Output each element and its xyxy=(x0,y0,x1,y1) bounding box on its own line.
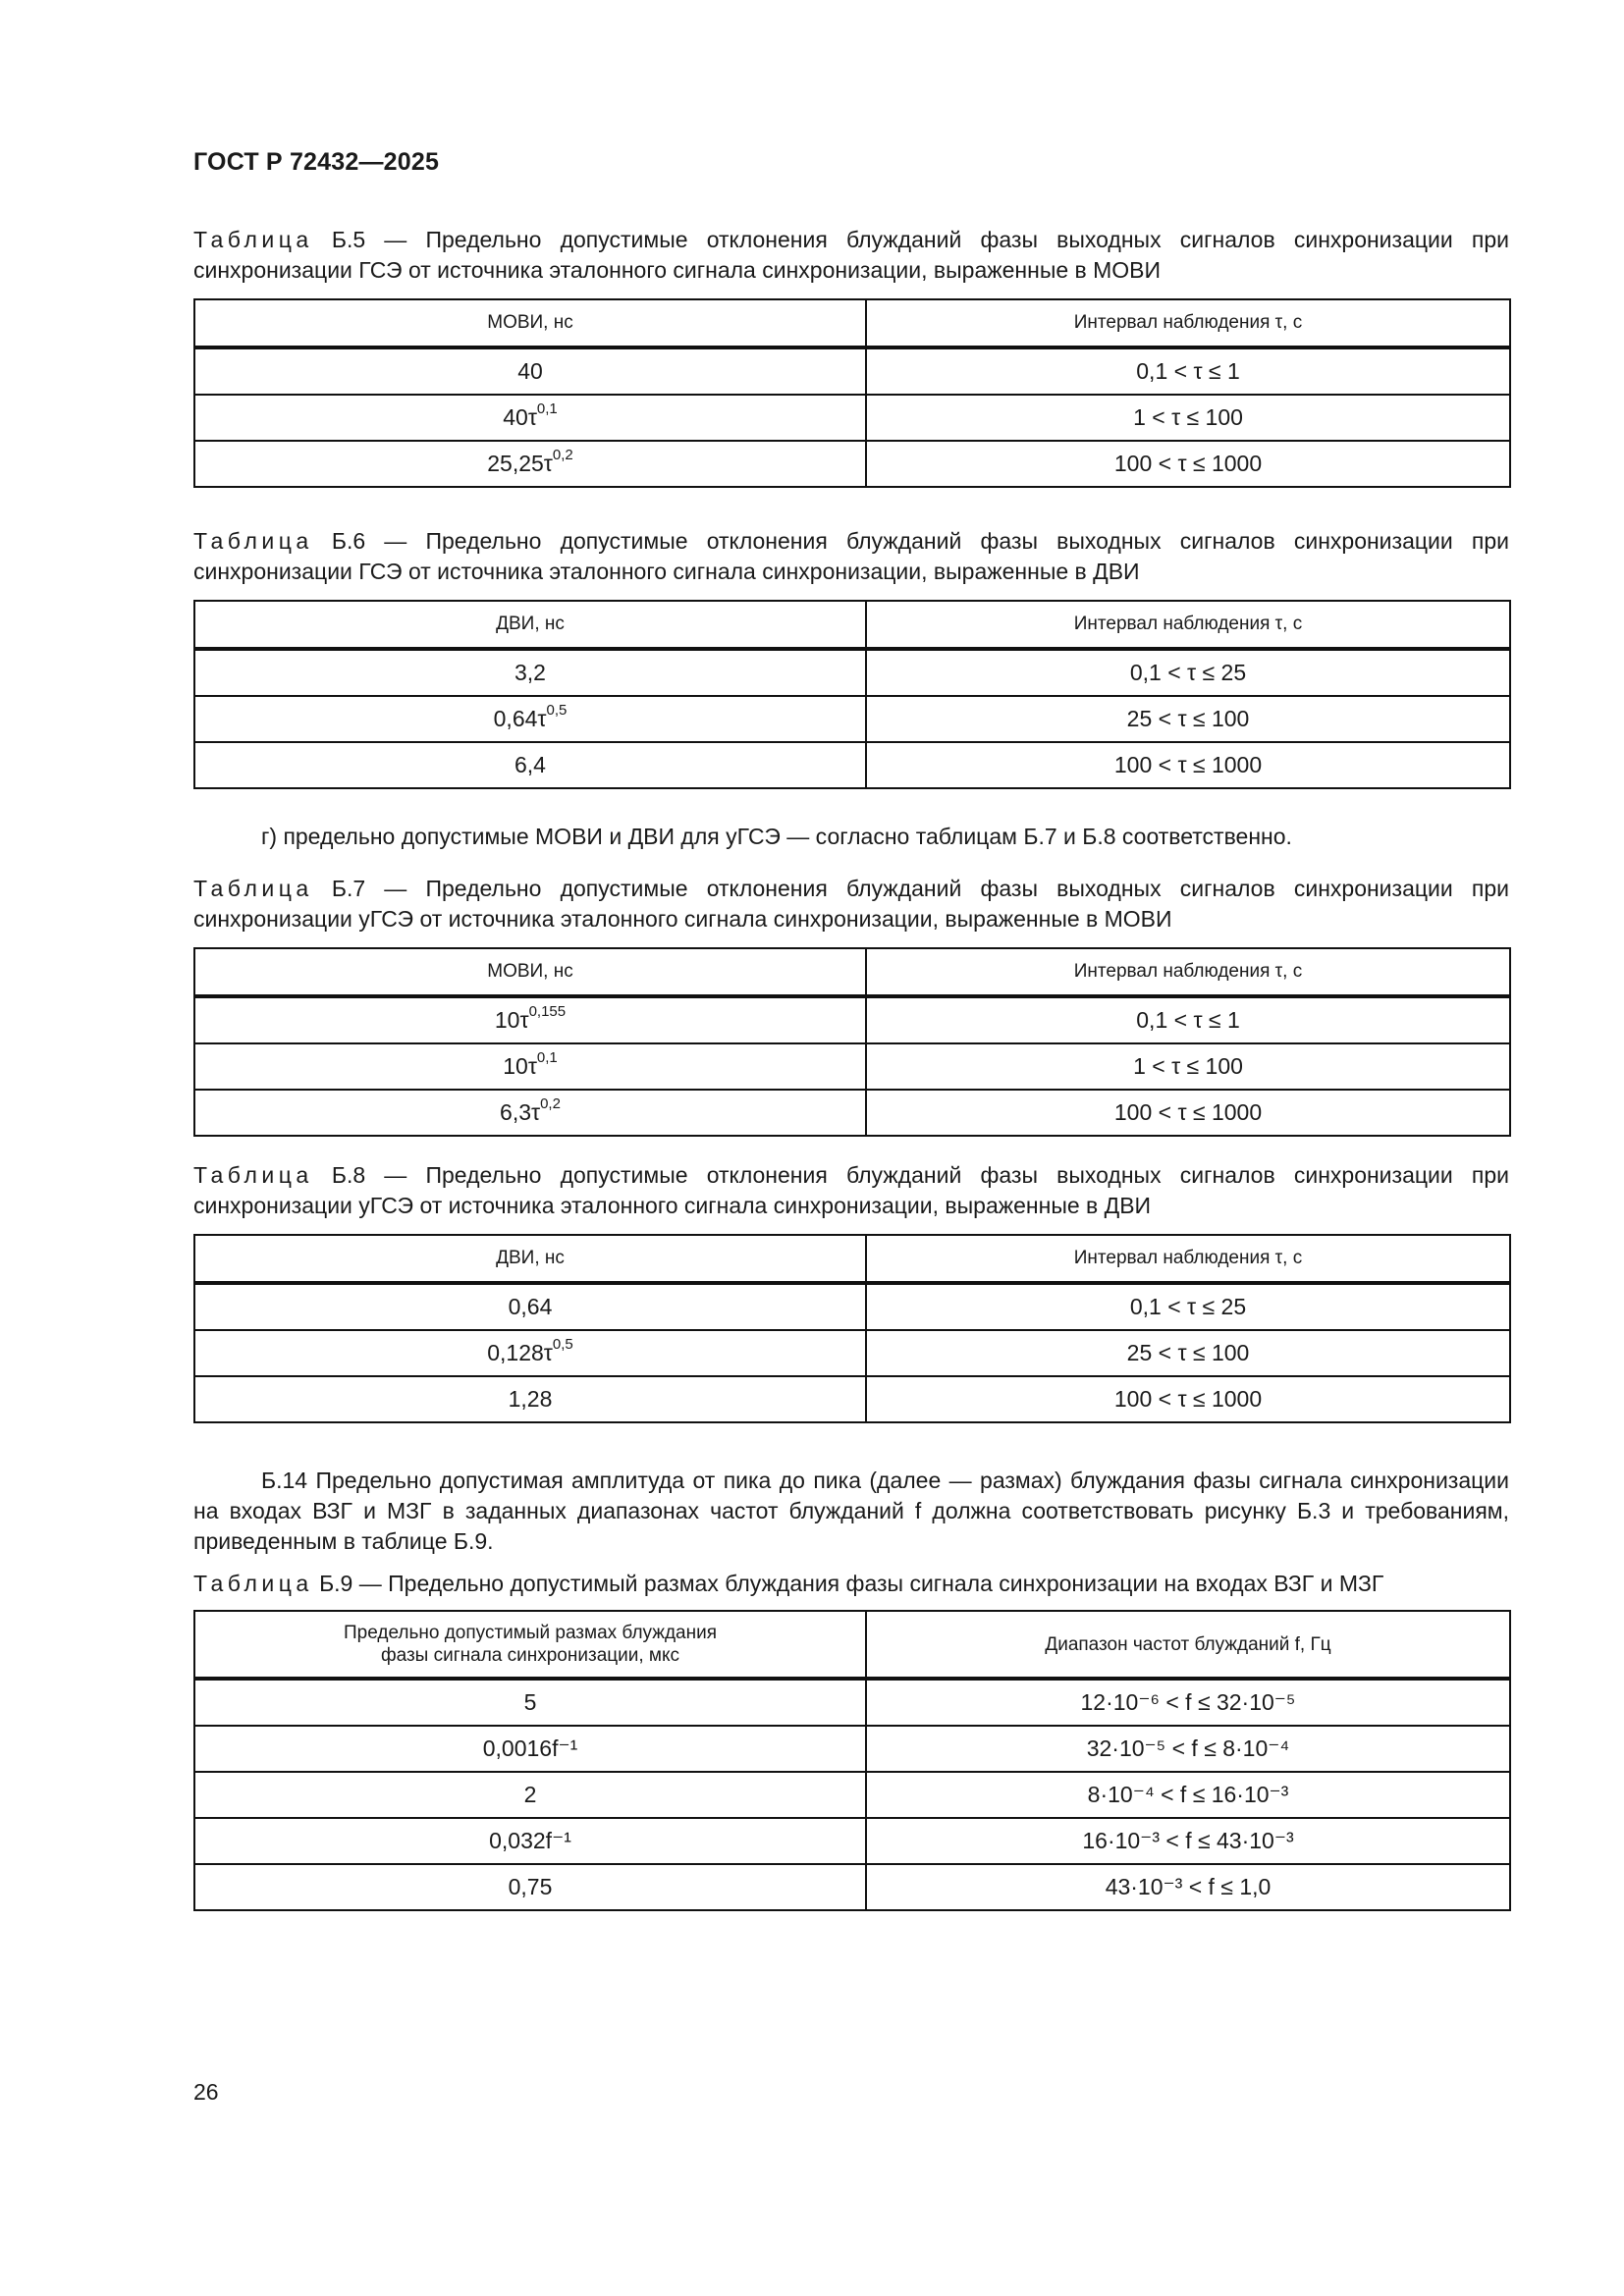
table-row xyxy=(194,996,1510,1043)
value-cell: $10\tau^{0,1}$ xyxy=(194,1043,866,1090)
interval-cell: 1 < τ ≤ 100 xyxy=(866,1043,1510,1090)
table-row xyxy=(194,649,1510,696)
interval-cell: 100 < τ ≤ 1000 xyxy=(866,742,1510,788)
paragraph-b14: Б.14 Предельно допустимая амплитуда от пика до пика (далее — размах) блуждания фазы сигнала синхронизации на входах ВЗГ и МЗГ в заданных диапазонах частот блужданий f должна соответствовать рисунку Б.3 и требованиям, приведенным в таблице Б.9. xyxy=(193,1468,1509,1554)
value-cell: 0,0016f⁻¹ xyxy=(194,1726,866,1772)
table-b6 xyxy=(193,600,1511,789)
caption-text: Б.9 — Предельно допустимый размах блуждания фазы сигнала синхронизации на входах ВЗГ и МЗГ xyxy=(319,1571,1384,1596)
value-cell: 3,2 xyxy=(194,649,866,696)
interval-cell: 25 < τ ≤ 100 xyxy=(866,1330,1510,1376)
interval-cell: 25 < τ ≤ 100 xyxy=(866,696,1510,742)
column-header: Интервал наблюдения τ, с xyxy=(866,601,1510,649)
caption-text: Б.7 — Предельно допустимые отклонения блужданий фазы выходных сигналов синхронизации при синхронизации уГСЭ от источника эталонного сигнала синхронизации, выраженные в МОВИ xyxy=(193,876,1509,932)
value-cell: $40\tau^{0,1}$ xyxy=(194,395,866,441)
value-cell: 1,28 xyxy=(194,1376,866,1422)
frequency-cell: 8·10⁻⁴ < f ≤ 16·10⁻³ xyxy=(866,1772,1510,1818)
item-g-paragraph: г) предельно допустимые МОВИ и ДВИ для уГСЭ — согласно таблицам Б.7 и Б.8 соответственно. xyxy=(261,824,1292,849)
table-b9-caption xyxy=(193,1569,1509,1599)
table-b8 xyxy=(193,1234,1511,1423)
table-row xyxy=(194,1864,1510,1910)
frequency-cell: 12·10⁻⁶ < f ≤ 32·10⁻⁵ xyxy=(866,1679,1510,1726)
value-cell: 5 xyxy=(194,1679,866,1726)
column-header: МОВИ, нс xyxy=(194,948,866,996)
table-b5 xyxy=(193,298,1511,488)
value-cell: $0,64\tau^{0,5}$ xyxy=(194,696,866,742)
value-cell: 2 xyxy=(194,1772,866,1818)
table-b6-caption xyxy=(193,526,1509,587)
table-row xyxy=(194,441,1510,487)
table-row xyxy=(194,742,1510,788)
column-header: Интервал наблюдения τ, с xyxy=(866,299,1510,347)
caption-text: Б.8 — Предельно допустимые отклонения блужданий фазы выходных сигналов синхронизации при синхронизации уГСЭ от источника эталонного сигнала синхронизации, выраженные в ДВИ xyxy=(193,1162,1509,1218)
table-row xyxy=(194,1283,1510,1330)
page-number: 26 xyxy=(193,2079,219,2105)
value-cell: $10\tau^{0,155}$ xyxy=(194,996,866,1043)
column-header: Предельно допустимый размах блуждания фазы сигнала синхронизации, мкс xyxy=(194,1611,866,1679)
column-header: ДВИ, нс xyxy=(194,601,866,649)
value-cell: 40 xyxy=(194,347,866,395)
value-cell: 0,75 xyxy=(194,1864,866,1910)
interval-cell: 100 < τ ≤ 1000 xyxy=(866,1090,1510,1136)
column-header: Диапазон частот блужданий f, Гц xyxy=(866,1611,1510,1679)
table-b7-caption xyxy=(193,874,1509,934)
document-id: ГОСТ Р 72432—2025 xyxy=(193,148,440,176)
value-cell: $25,25\tau^{0,2}$ xyxy=(194,441,866,487)
table-row xyxy=(194,1679,1510,1726)
value-cell: 0,032f⁻¹ xyxy=(194,1818,866,1864)
interval-cell: 100 < τ ≤ 1000 xyxy=(866,441,1510,487)
interval-cell: 1 < τ ≤ 100 xyxy=(866,395,1510,441)
column-header: МОВИ, нс xyxy=(194,299,866,347)
interval-cell: 100 < τ ≤ 1000 xyxy=(866,1376,1510,1422)
table-label: Таблица xyxy=(193,1162,313,1188)
column-header: Интервал наблюдения τ, с xyxy=(866,1235,1510,1283)
table-label: Таблица xyxy=(193,227,313,252)
value-cell: $0,128\tau^{0,5}$ xyxy=(194,1330,866,1376)
interval-cell: 0,1 < τ ≤ 25 xyxy=(866,1283,1510,1330)
table-label: Таблица xyxy=(193,528,313,554)
caption-text: Б.6 — Предельно допустимые отклонения блужданий фазы выходных сигналов синхронизации при синхронизации ГСЭ от источника эталонного сигнала синхронизации, выраженные в ДВИ xyxy=(193,528,1509,584)
table-label: Таблица xyxy=(193,1571,313,1596)
table-row xyxy=(194,1772,1510,1818)
table-row xyxy=(194,1043,1510,1090)
interval-cell: 0,1 < τ ≤ 25 xyxy=(866,649,1510,696)
frequency-cell: 32·10⁻⁵ < f ≤ 8·10⁻⁴ xyxy=(866,1726,1510,1772)
table-row xyxy=(194,1330,1510,1376)
column-header: ДВИ, нс xyxy=(194,1235,866,1283)
table-b9 xyxy=(193,1610,1511,1911)
column-header: Интервал наблюдения τ, с xyxy=(866,948,1510,996)
table-row xyxy=(194,1090,1510,1136)
interval-cell: 0,1 < τ ≤ 1 xyxy=(866,347,1510,395)
table-label: Таблица xyxy=(193,876,313,901)
table-b5-caption xyxy=(193,225,1509,286)
table-b8-caption xyxy=(193,1160,1509,1221)
value-cell: $6,3\tau^{0,2}$ xyxy=(194,1090,866,1136)
frequency-cell: 43·10⁻³ < f ≤ 1,0 xyxy=(866,1864,1510,1910)
table-row xyxy=(194,395,1510,441)
table-b7 xyxy=(193,947,1511,1137)
value-cell: 0,64 xyxy=(194,1283,866,1330)
table-row xyxy=(194,1376,1510,1422)
frequency-cell: 16·10⁻³ < f ≤ 43·10⁻³ xyxy=(866,1818,1510,1864)
interval-cell: 0,1 < τ ≤ 1 xyxy=(866,996,1510,1043)
table-row xyxy=(194,347,1510,395)
table-row xyxy=(194,1818,1510,1864)
table-row xyxy=(194,1726,1510,1772)
table-row xyxy=(194,696,1510,742)
value-cell: 6,4 xyxy=(194,742,866,788)
caption-text: Б.5 — Предельно допустимые отклонения блужданий фазы выходных сигналов синхронизации при синхронизации ГСЭ от источника эталонного сигнала синхронизации, выраженные в МОВИ xyxy=(193,227,1509,283)
